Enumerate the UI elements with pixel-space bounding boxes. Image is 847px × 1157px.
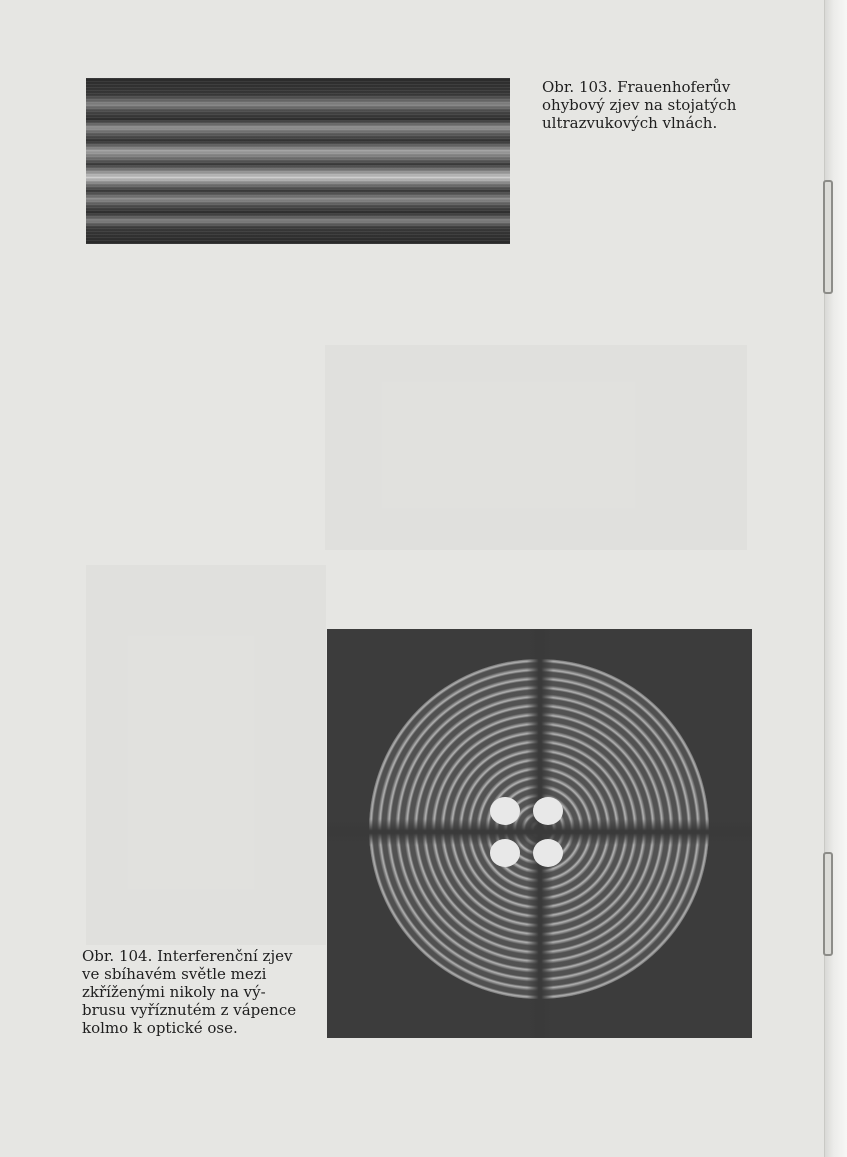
page-edge [824, 0, 847, 1157]
caption-line: ve sbíhavém světle mezi [82, 965, 267, 983]
figure-104-center-lobe [490, 797, 520, 825]
caption-line: Obr. 103. Frauenhoferův [542, 78, 731, 96]
caption-line: brusu vyříznutém z vápence [82, 1001, 297, 1019]
caption-line: ultrazvukových vlnách. [542, 114, 718, 132]
figure-104-caption [82, 947, 300, 1037]
figure-104-isogyre-vertical [527, 629, 553, 1038]
show-through-shadow [86, 565, 326, 945]
caption-line: Obr. 104. Interferenční zjev [82, 947, 293, 965]
figure-104-center-lobe [533, 797, 563, 825]
figure-104-center-lobe [490, 839, 520, 867]
figure-103-caption [542, 78, 762, 132]
caption-line: zkříženými nikoly na vý- [82, 983, 266, 1001]
show-through-shadow [325, 345, 747, 550]
caption-line: kolmo k optické ose. [82, 1019, 238, 1037]
figure-104-interference-image [327, 629, 752, 1038]
figure-104-center-lobe [533, 839, 563, 867]
caption-line: ohybový zjev na stojatých [542, 96, 737, 114]
staple-bottom [823, 852, 833, 956]
figure-103-diffraction-image [86, 78, 510, 244]
staple-top [823, 180, 833, 294]
